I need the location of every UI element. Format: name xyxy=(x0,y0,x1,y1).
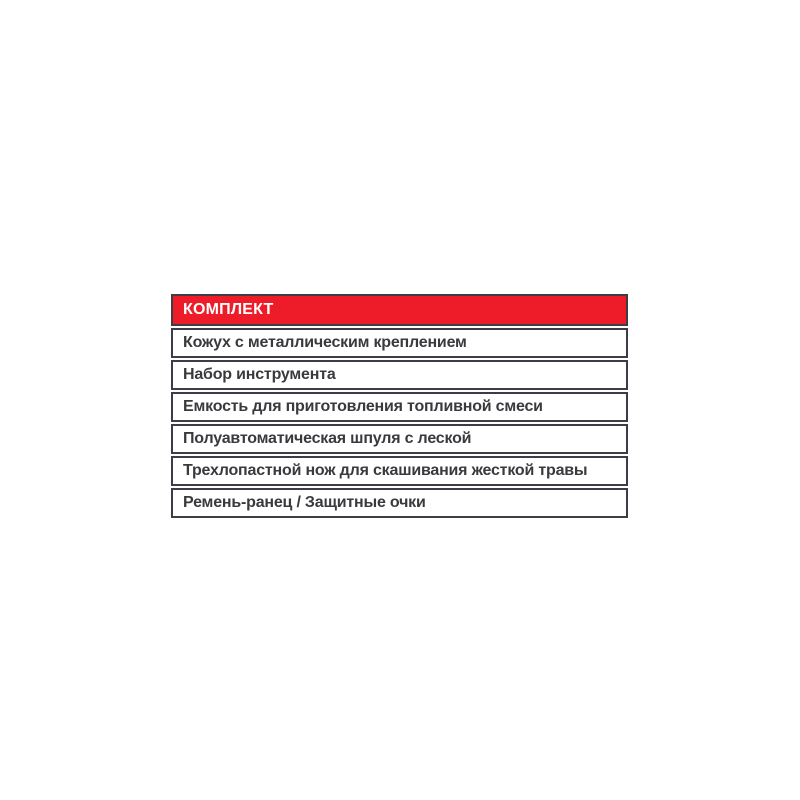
table-rows xyxy=(171,328,628,518)
table-row: Трехлопастной нож для скашивания жесткой травы xyxy=(171,456,628,486)
table-row: Ремень-ранец / Защитные очки xyxy=(171,488,628,518)
kit-contents-table xyxy=(171,294,628,518)
table-row: Полуавтоматическая шпуля с леской xyxy=(171,424,628,454)
table-header: КОМПЛЕКТ xyxy=(171,294,628,326)
table-row: Емкость для приготовления топливной смеси xyxy=(171,392,628,422)
table-row: Кожух с металлическим креплением xyxy=(171,328,628,358)
table-row: Набор инструмента xyxy=(171,360,628,390)
